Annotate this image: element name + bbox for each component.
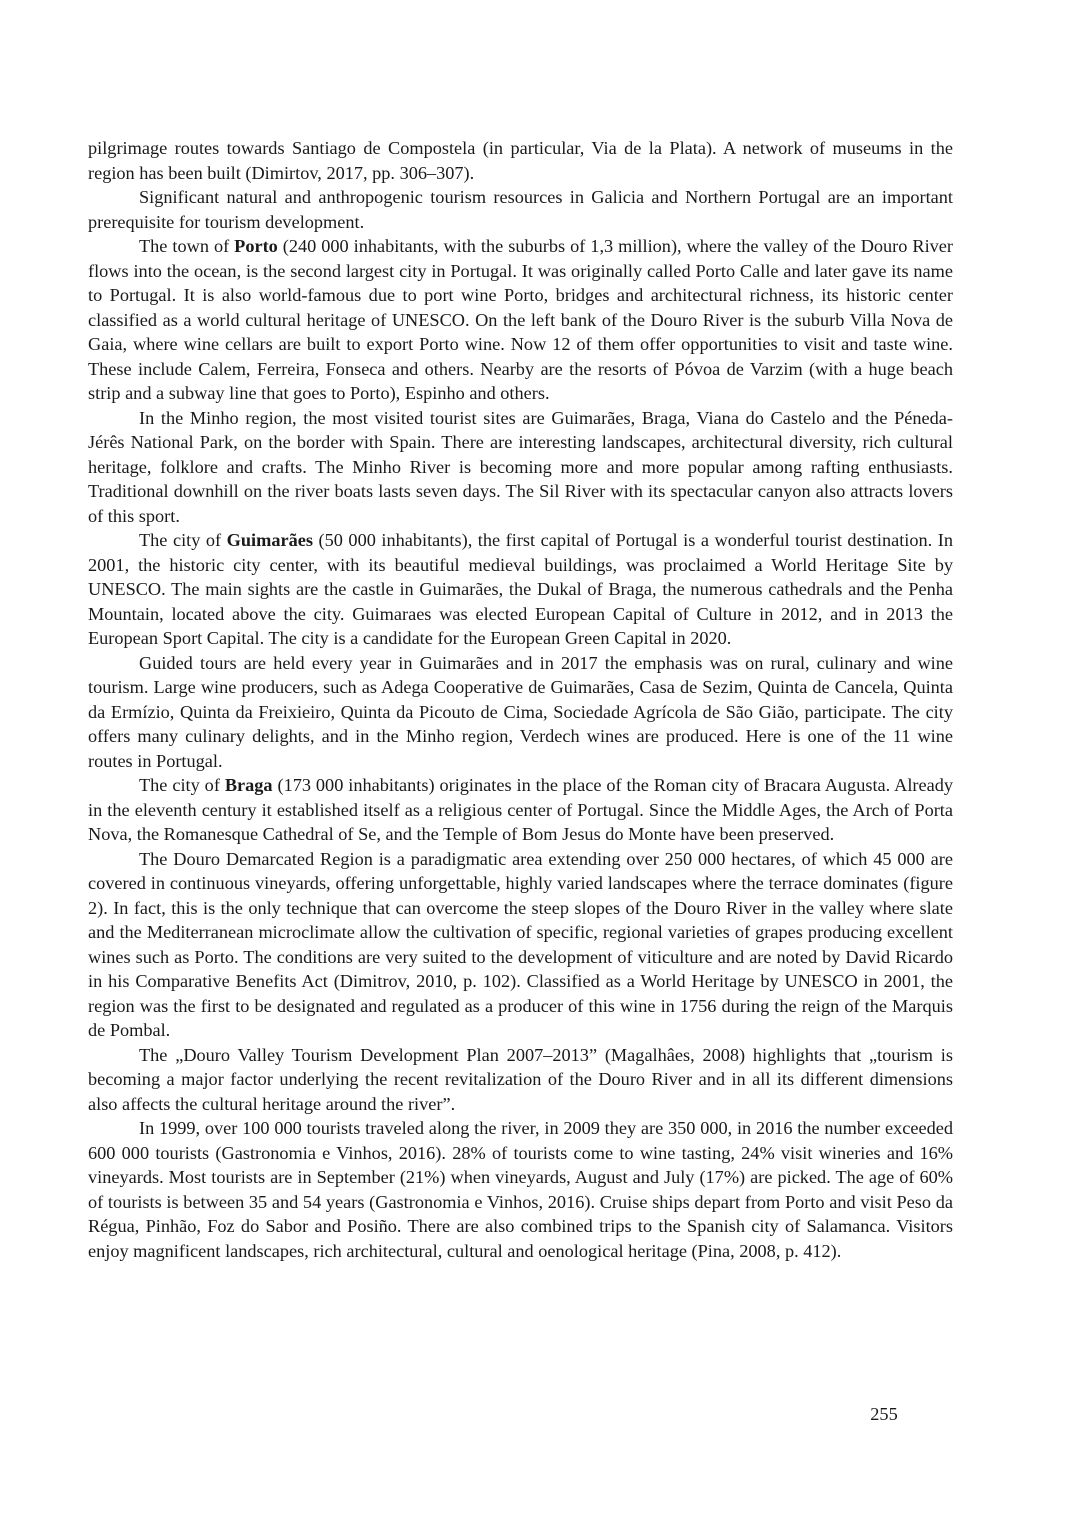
paragraph-text: pilgrimage routes towards Santiago de Compostela (in particular, Via de la Plata). A network of museums in the region has been built (Dimirtov, 2017, pp. 306–307).: [88, 138, 953, 183]
paragraph: [88, 406, 953, 529]
paragraph-text: The „Douro Valley Tourism Development Plan 2007–2013” (Magalhâes, 2008) highlights that „tourism is becoming a major factor underlying the recent revitalization of the Douro River and in all its different dimensions also affects the cultural heritage around the river”.: [88, 1044, 953, 1114]
paragraph-text: The city of: [139, 775, 225, 795]
paragraph: [88, 136, 953, 185]
paragraph-text: The town of: [139, 236, 235, 256]
paragraph: [88, 651, 953, 774]
paragraph: [88, 1043, 953, 1117]
page-number: 255: [870, 1404, 898, 1424]
bold-term: Guimarães: [226, 530, 313, 550]
paragraph: [88, 528, 953, 651]
bold-term: Porto: [234, 236, 278, 256]
paragraph-text: The Douro Demarcated Region is a paradigmatic area extending over 250 000 hectares, of which 45 000 are covered in continuous vineyards, offering unforgettable, highly varied landscapes where the terrace dominates (figure 2). In fact, this is the only technique that can overcome the steep slopes of the Douro River in the valley where slate and the Mediterranean microclimate allow the cultivation of specific, regional varieties of grapes producing excellent wines such as Porto. The conditions are very suited to the development of viticulture and are noted by David Ricardo in his Comparative Benefits Act (Dimitrov, 2010, p. 102). Classified as a World Heritage by UNESCO in 2001, the region was the first to be designated and regulated as a producer of this wine in 1756 during the reign of the Marquis de Pombal.: [88, 848, 953, 1040]
paragraph: [88, 185, 953, 234]
paragraph-text: (173 000 inhabitants) originates in the place of the Roman city of Bracara Augusta. Already in the eleventh century it established itself as a religious center of Portugal. Since the Middle Ages, the Arch of Porta Nova, the Romanesque Cathedral of Se, and the Temple of Bom Jesus do Monte have been preserved.: [88, 775, 953, 844]
page-body: [88, 136, 953, 1263]
paragraph-text: (240 000 inhabitants, with the suburbs of 1,3 million), where the valley of the Douro River flows into the ocean, is the second largest city in Portugal. It was originally called Porto Calle and later gave its name to Portugal. It is also world-famous due to port wine Porto, bridges and architectural richness, its historic center classified as a world cultural heritage of UNESCO. On the left bank of the Douro River is the suburb Villa Nova de Gaia, where wine cellars are built to export Porto wine. Now 12 of them offer opportunities to visit and taste wine. These include Calem, Ferreira, Fonseca and others. Nearby are the resorts of Póvoa de Varzim (with a huge beach strip and a subway line that goes to Porto), Espinho and others.: [88, 236, 953, 403]
paragraph-text: Significant natural and anthropogenic tourism resources in Galicia and Northern Portugal are an important prerequisite for tourism development.: [88, 187, 953, 232]
paragraph-text: In the Minho region, the most visited tourist sites are Guimarães, Braga, Viana do Castelo and the Péneda-Jérês National Park, on the border with Spain. There are interesting landscapes, architectural diversity, rich cultural heritage, folklore and crafts. The Minho River is becoming more and more popular among rafting enthusiasts. Traditional downhill on the river boats lasts seven days. The Sil River with its spectacular canyon also attracts lovers of this sport.: [88, 407, 953, 526]
paragraph-text: The city of: [139, 530, 227, 550]
bold-term: Braga: [224, 775, 273, 795]
paragraph-text: Guided tours are held every year in Guimarães and in 2017 the emphasis was on rural, culinary and wine tourism. Large wine producers, such as Adega Cooperative de Guimarães, Casa de Sezim, Quinta de Cancela, Quinta da Ermízio, Quinta da Freixieiro, Quinta da Picouto de Cima, Sociedade Agrícola de São Gião, participate. The city offers many culinary delights, and in the Minho region, Verdech wines are produced. Here is one of the 11 wine routes in Portugal.: [88, 652, 953, 771]
paragraph: [88, 234, 953, 406]
paragraph: [88, 773, 953, 847]
paragraph: [88, 847, 953, 1043]
paragraph-text: (50 000 inhabitants), the first capital of Portugal is a wonderful tourist destination. In 2001, the historic city center, with its beautiful medieval buildings, was proclaimed a World Heritage Site by UNESCO. The main sights are the castle in Guimarães, the Dukal of Braga, the numerous cathedrals and the Penha Mountain, located above the city. Guimaraes was elected European Capital of Culture in 2012, and in 2013 the European Sport Capital. The city is a candidate for the European Green Capital in 2020.: [88, 530, 953, 648]
paragraph-text: In 1999, over 100 000 tourists traveled along the river, in 2009 they are 350 000, in 2016 the number exceeded 600 000 tourists (Gastronomia e Vinhos, 2016). 28% of tourists come to wine tasting, 24% visit wineries and 16% vineyards. Most tourists are in September (21%) when vineyards, August and July (17%) are picked. The age of 60% of tourists is between 35 and 54 years (Gastronomia e Vinhos, 2016). Cruise ships depart from Porto and visit Peso da Régua, Pinhão, Foz do Sabor and Posiño. There are also combined trips to the Spanish city of Salamanca. Visitors enjoy magnificent landscapes, rich architectural, cultural and oenological heritage (Pina, 2008, p. 412).: [88, 1118, 953, 1261]
paragraph: [88, 1116, 953, 1263]
